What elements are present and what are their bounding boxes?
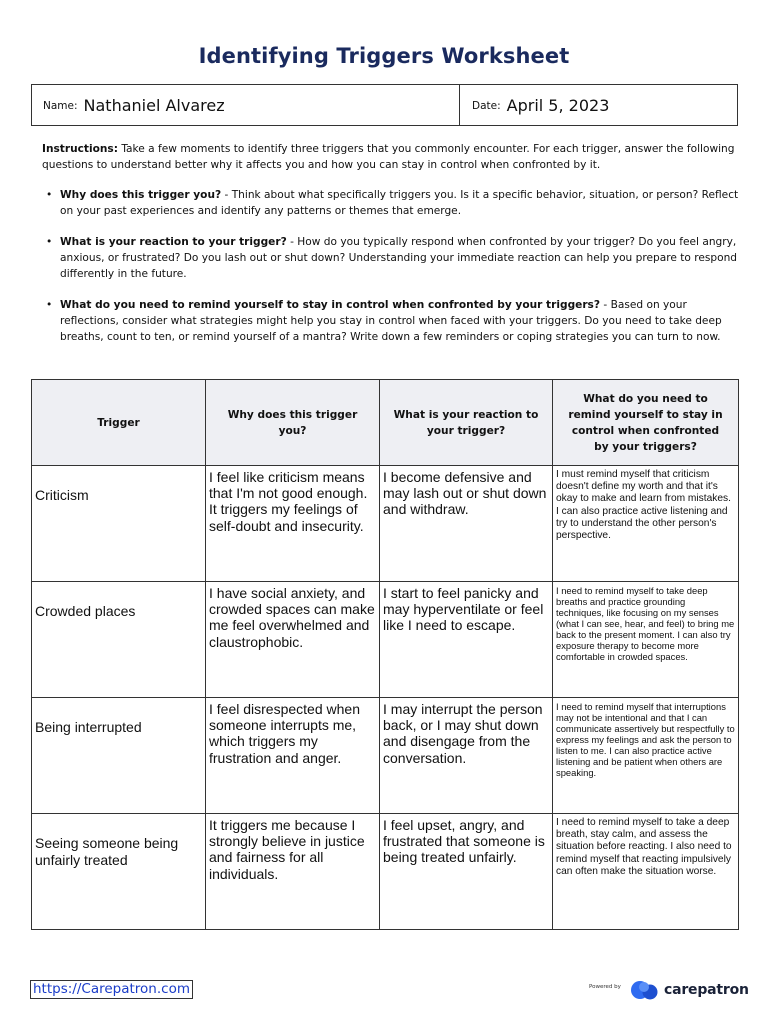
question-bold: Why does this trigger you? [60,189,222,201]
trigger-cell[interactable] [32,466,206,582]
column-header-why: Why does this trigger you? [206,380,380,466]
reaction-cell[interactable]: I start to feel panicky and may hyperventilate or feel like I need to escape. [380,582,553,698]
remind-cell[interactable]: I must remind myself that criticism doesn't define my worth and that it's okay to make and learn from mistakes. I can also practice active listening and try to understand the other person's perspective. [553,466,739,582]
question-bold: What do you need to remind yourself to stay in control when confronted by your triggers? [60,299,601,311]
table-row [32,466,739,582]
trigger-text: Seeing someone being unfairly treated [35,835,179,868]
table-row [32,698,739,814]
column-header-trigger: Trigger [32,380,206,466]
name-date-box [31,84,738,126]
question-item-reaction [46,234,746,282]
why-cell[interactable]: I feel disrespected when someone interrupts me, which triggers my frustration and anger. [206,698,380,814]
instructions-label: Instructions: [42,143,118,155]
why-cell[interactable]: I have social anxiety, and crowded spaces can make me feel overwhelmed and claustrophobic. [206,582,380,698]
reaction-cell[interactable]: I may interrupt the person back, or I may shut down and disengage from the conversation. [380,698,553,814]
question-item-remind [46,297,746,345]
reaction-cell[interactable]: I feel upset, angry, and frustrated that someone is being treated unfairly. [380,814,553,930]
remind-cell[interactable]: I need to remind myself to take a deep breath, stay calm, and assess the situation before reacting. I also need to remind myself that reacting impulsively can often make the situation worse. [553,814,739,930]
trigger-cell[interactable] [32,698,206,814]
brand-name: carepatron [664,982,749,998]
trigger-text: Crowded places [35,603,136,619]
question-item-why [46,187,746,219]
triggers-table [31,379,739,930]
why-cell[interactable]: It triggers me because I strongly believe in justice and fairness for all individuals. [206,814,380,930]
trigger-cell[interactable] [32,814,206,930]
column-header-reaction: What is your reaction to your trigger? [380,380,553,466]
column-header-remind: What do you need to remind yourself to stay in control when confronted by your triggers? [553,380,739,466]
table-row [32,582,739,698]
instructions-text: Take a few moments to identify three triggers that you commonly encounter. For each trigger, answer the following questions to understand better why it affects you and how you can stay in control when confronted by it. [42,143,735,171]
remind-cell[interactable]: I need to remind myself to take deep breaths and practice grounding techniques, like focusing on my senses (what I can see, hear, and feel) to bring me back to the present moment. I can also try exposure therapy to become more comfortable in crowded spaces. [553,582,739,698]
remind-cell[interactable]: I need to remind myself that interruptions may not be intentional and that I can communicate assertively but respectfully to express my feelings and ask the person to listen to me. I can also practice active listening and be patient when others are speaking. [553,698,739,814]
date-field[interactable] [460,85,737,125]
why-cell[interactable]: I feel like criticism means that I'm not good enough. It triggers my feelings of self-doubt and insecurity. [206,466,380,582]
trigger-cell[interactable] [32,582,206,698]
question-text: - How do you typically respond when confronted by your trigger? Do you feel angry, anxious, or frustrated? Do you lash out or shut down? Understanding your immediate reaction can help you prepare to respond differently in the future. [60,236,738,280]
carepatron-brand[interactable] [630,980,749,1000]
question-text: - Based on your reflections, consider what strategies might help you stay in control when faced with your triggers. Do you need to take deep breaths, count to ten, or remind yourself of a mantra? Write down a few reminders or coping strategies you can turn to now. [60,299,722,343]
date-value: April 5, 2023 [506,95,610,115]
date-label: Date: [472,100,501,112]
trigger-text: Criticism [35,487,89,503]
carepatron-link[interactable]: https://Carepatron.com [30,980,193,999]
page-title: Identifying Triggers Worksheet [198,44,570,68]
trigger-text: Being interrupted [35,719,142,735]
question-text: - Think about what specifically triggers you. Is it a specific behavior, situation, or person? Reflect on your past experiences and identify any patterns or themes that emerge. [60,189,739,217]
carepatron-logo-icon [630,980,662,1000]
name-field[interactable] [32,85,460,125]
question-bold: What is your reaction to your trigger? [60,236,287,248]
reaction-cell[interactable]: I become defensive and may lash out or shut down and withdraw. [380,466,553,582]
question-list [46,187,746,360]
powered-by-label: Powered by [589,984,621,990]
table-header-row [32,380,739,466]
instructions-paragraph [42,141,742,173]
name-label: Name: [43,100,78,112]
table-row [32,814,739,930]
name-value: Nathaniel Alvarez [83,95,225,115]
